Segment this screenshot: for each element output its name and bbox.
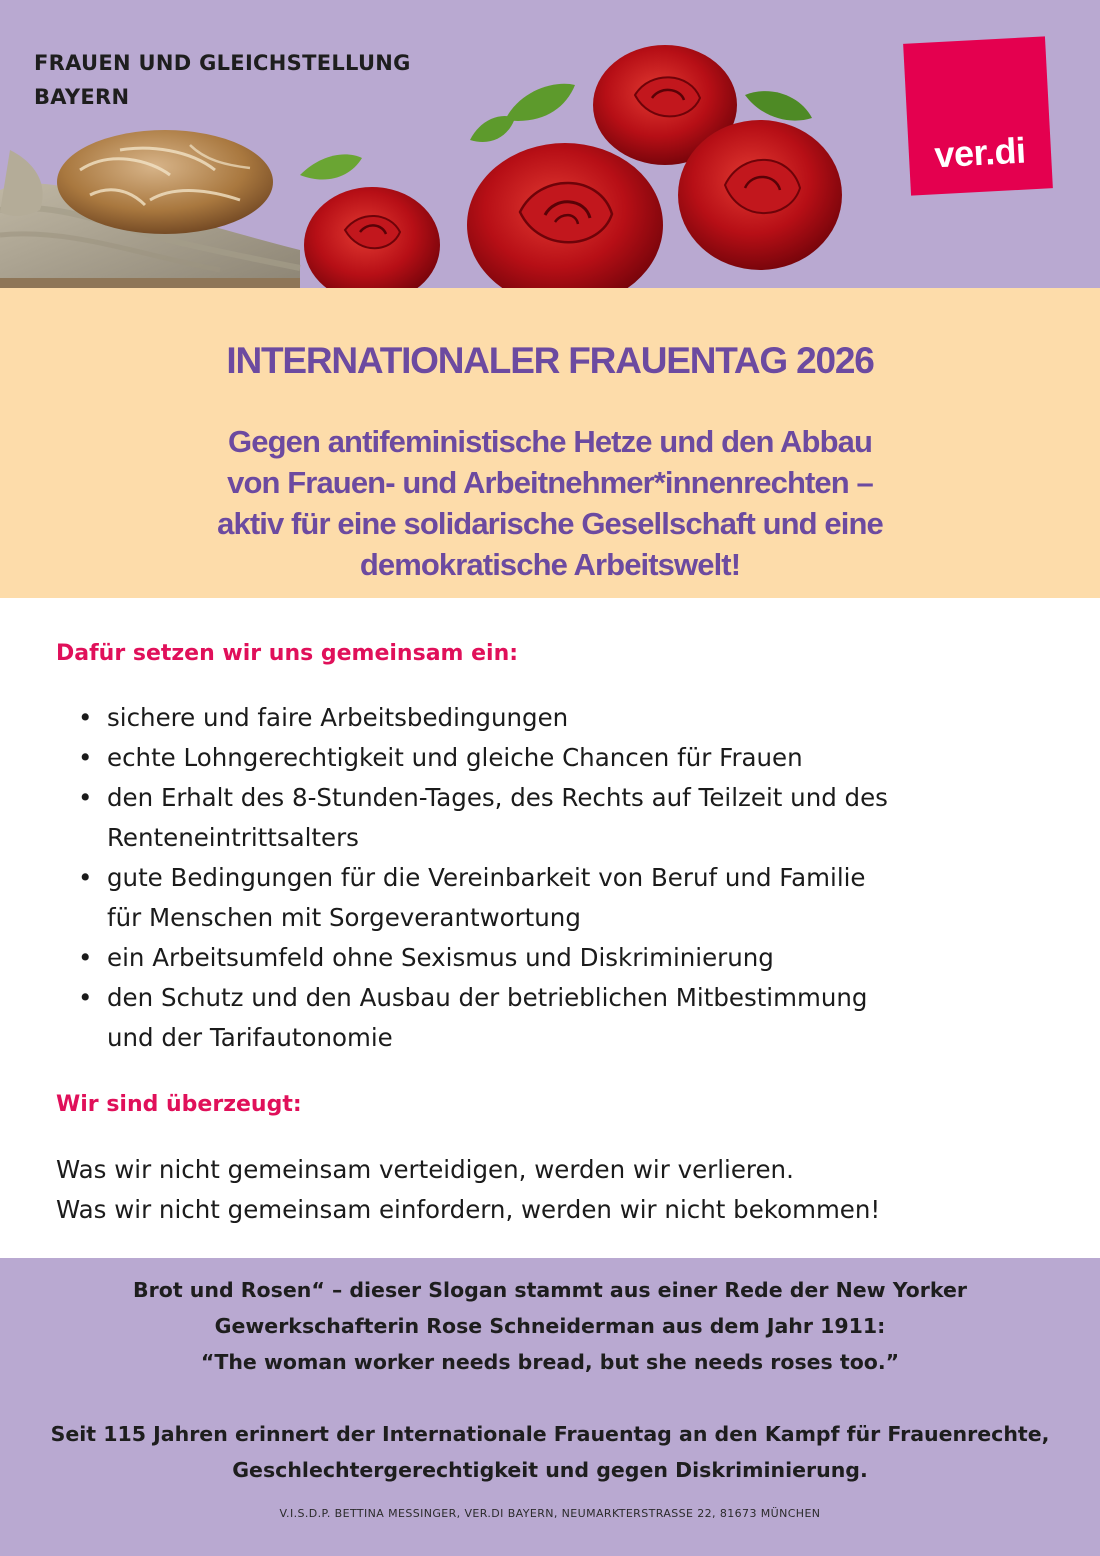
list-item bbox=[72, 698, 1032, 738]
imprint: V.I.S.D.P. BETTINA MESSINGER, VER.DI BAYERN, NEUMARKTERSTRASSE 22, 81673 MÜNCHEN bbox=[279, 1507, 821, 1520]
list-item bbox=[72, 978, 1032, 1058]
subtitle-line: Gegen antifeministische Hetze und den Abbau bbox=[228, 424, 872, 459]
organization-line-1: FRAUEN UND GLEICHSTELLUNG bbox=[34, 51, 411, 75]
subtitle-line: aktiv für eine solidarische Gesellschaft und eine bbox=[217, 506, 883, 541]
quote-line: Gewerkschafterin Rose Schneiderman aus dem Jahr 1911: bbox=[214, 1314, 886, 1338]
list-item bbox=[72, 858, 1032, 938]
bread-and-roses-quote bbox=[50, 1272, 1050, 1380]
conviction-statement bbox=[56, 1150, 880, 1230]
history-line: Geschlechtergerechtigkeit und gegen Diskriminierung. bbox=[232, 1458, 868, 1482]
verdi-logo-text: ver.di bbox=[933, 129, 1027, 176]
event-subtitle bbox=[110, 421, 990, 585]
list-item-line: • ein Arbeitsumfeld ohne Sexismus und Diskriminierung bbox=[107, 943, 774, 972]
list-item bbox=[72, 738, 1032, 778]
list-item-line: • echte Lohngerechtigkeit und gleiche Chancen für Frauen bbox=[107, 743, 803, 772]
list-item-line: • den Erhalt des 8-Stunden-Tages, des Rechts auf Teilzeit und des bbox=[107, 783, 888, 812]
subtitle-line: von Frauen- und Arbeitnehmer*innenrechten – bbox=[227, 465, 873, 500]
list-item-line: • den Schutz und den Ausbau der betrieblichen Mitbestimmung bbox=[107, 983, 868, 1012]
list-item-line: • sichere und faire Arbeitsbedingungen bbox=[107, 703, 569, 732]
quote-line: Brot und Rosen“ – dieser Slogan stammt aus einer Rede der New Yorker bbox=[133, 1278, 967, 1302]
event-title: INTERNATIONALER FRAUENTAG 2026 bbox=[226, 340, 874, 381]
conviction-line: Was wir nicht gemeinsam einfordern, werden wir nicht bekommen! bbox=[56, 1195, 881, 1224]
history-line: Seit 115 Jahren erinnert der Internationale Frauentag an den Kampf für Frauenrechte, bbox=[50, 1422, 1050, 1446]
subtitle-line: demokratische Arbeitswelt! bbox=[359, 547, 741, 582]
list-item-line: Renteneintrittsalters bbox=[107, 823, 359, 852]
verdi-logo bbox=[903, 36, 1053, 195]
bread-loaf-icon bbox=[57, 130, 273, 234]
history-note bbox=[20, 1416, 1080, 1488]
conviction-heading: Wir sind überzeugt: bbox=[56, 1092, 302, 1117]
demands-list bbox=[72, 698, 1032, 1058]
list-item bbox=[72, 778, 1032, 858]
organization-line-2: BAYERN bbox=[34, 85, 130, 109]
list-item-line: und der Tarifautonomie bbox=[107, 1023, 393, 1052]
conviction-line: Was wir nicht gemeinsam verteidigen, werden wir verlieren. bbox=[56, 1155, 794, 1184]
list-item-line: für Menschen mit Sorgeverantwortung bbox=[107, 903, 581, 932]
quote-line: “The woman worker needs bread, but she needs roses too.” bbox=[200, 1350, 900, 1374]
list-item-line: • gute Bedingungen für die Vereinbarkeit von Beruf und Familie bbox=[107, 863, 866, 892]
organization-name bbox=[34, 46, 411, 114]
demands-heading: Dafür setzen wir uns gemeinsam ein: bbox=[56, 641, 519, 666]
list-item bbox=[72, 938, 1032, 978]
